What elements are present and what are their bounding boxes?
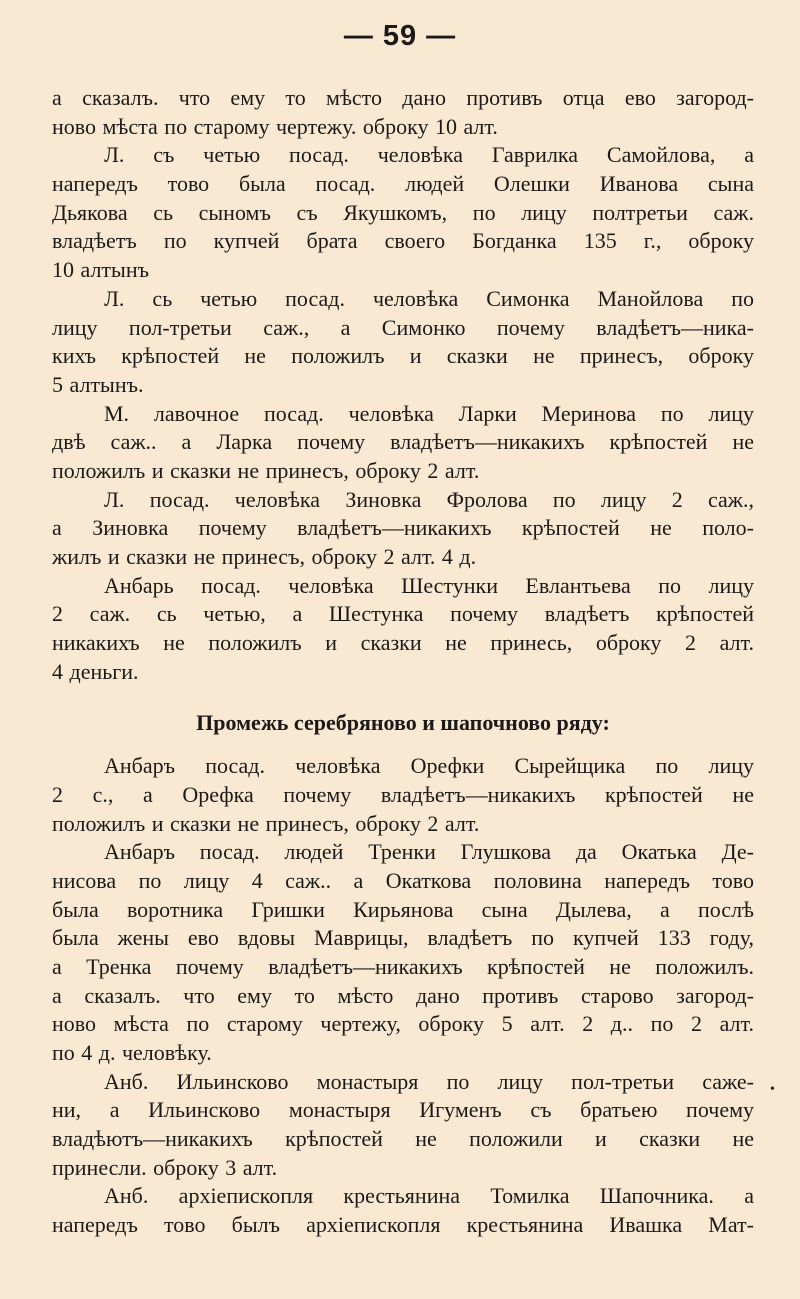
text-line: владѣютъ—никакихъ крѣпостей не положили и сказки не <box>52 1126 754 1152</box>
text-line: была жены ево вдовы Маврицы, владѣетъ по купчей 133 году, <box>52 925 754 951</box>
text-line: Л. съ четью посад. человѣка Гаврилка Самойлова, а <box>104 142 754 168</box>
text-line: нисова по лицу 4 саж.. а Окаткова половина напередъ тово <box>52 867 754 893</box>
paragraph <box>52 1182 754 1239</box>
paragraph <box>52 486 754 572</box>
text-line: Дьякова сь сыномъ съ Якушкомъ, по лицу полтретьи саж. <box>52 199 754 225</box>
text-line: Анб. архіепископля крестьянина Томилка Шапочника. а <box>104 1183 754 1209</box>
text-line: а сказалъ. что ему то мѣсто дано противъ старово загород- <box>52 982 754 1008</box>
text-line: а сказалъ. что ему то мѣсто дано противъ отца ево загород- <box>52 85 754 110</box>
text-line: напередъ тово былъ архіепископля крестьянина Ивашка Мат- <box>52 1212 754 1238</box>
paragraph <box>52 838 754 1068</box>
text-line: положилъ и сказки не принесъ, оброку 2 алт. <box>52 810 480 836</box>
text-line: никакихъ не положилъ и сказки не принесь, оброку 2 алт. <box>52 630 754 656</box>
text-line: принесли. оброку 3 алт. <box>52 1154 278 1180</box>
text-line: 5 алтынъ. <box>52 371 144 397</box>
text-line: 4 деньги. <box>52 658 139 684</box>
text-line: а Зиновка почему владѣетъ—никакихъ крѣпостей не поло- <box>52 515 754 541</box>
paragraph <box>52 400 754 486</box>
text-line: Л. посад. человѣка Зиновка Фролова по лицу 2 саж., <box>104 486 754 512</box>
text-line: Анб. Ильинсково монастыря по лицу пол-третьи саже- <box>104 1068 754 1094</box>
text-line: Анбаръ посад. человѣка Орефки Сырейщика по лицу <box>104 753 754 779</box>
text-line: 10 алтынъ <box>52 257 149 283</box>
margin-mark: • <box>770 1082 775 1097</box>
paragraph <box>52 572 754 687</box>
text-line: Анбаръ посад. людей Тренки Глушкова да Окатька Де- <box>104 839 754 865</box>
text-line: ново мѣста по старому чертежу, оброку 5 алт. 2 д.. по 2 алт. <box>52 1011 754 1037</box>
text-line: М. лавочное посад. человѣка Ларки Меринова по лицу <box>104 400 754 426</box>
text-line: напередъ тово была посад. людей Олешки Иванова сына <box>52 171 754 197</box>
text-line: положилъ и сказки не принесъ, оброку 2 алт. <box>52 457 480 483</box>
text-line: Л. сь четью посад. человѣка Симонка Манойлова по <box>104 285 754 311</box>
text-line: а Тренка почему владѣетъ—никакихъ крѣпостей не положилъ. <box>52 953 754 979</box>
text-line: 2 с., а Орефка почему владѣетъ—никакихъ крѣпостей не <box>52 781 754 807</box>
text-line: двѣ саж.. а Ларка почему владѣетъ—никакихъ крѣпостей не <box>52 429 754 455</box>
text-line: ни, а Ильинсково монастыря Игуменъ съ братьею почему <box>52 1097 754 1123</box>
text-line: жилъ и сказки не принесъ, оброку 2 алт. 4 д. <box>52 544 477 569</box>
page-number: — 59 — <box>343 20 457 52</box>
paragraph <box>52 285 754 400</box>
section-heading: Промежь серебряново и шапочново ряду: <box>196 710 610 736</box>
paragraph <box>52 752 754 838</box>
paragraph <box>52 1068 754 1183</box>
paragraph <box>52 84 754 141</box>
page-body <box>52 84 754 1240</box>
text-line: по 4 д. человѣку. <box>52 1040 212 1066</box>
paragraph <box>52 141 754 284</box>
text-line: владѣетъ по купчей брата своего Богданка 135 г., оброку <box>52 228 754 254</box>
text-line: кихъ крѣпостей не положилъ и сказки не принесъ, оброку <box>52 343 754 369</box>
text-line: лицу пол-третьи саж., а Симонко почему владѣетъ—ника- <box>52 314 754 340</box>
text-line: была воротника Гришки Кирьянова сына Дылева, а послѣ <box>52 896 754 922</box>
text-line: ново мѣста по старому чертежу. оброку 10 алт. <box>52 113 498 139</box>
text-line: Анбарь посад. человѣка Шестунки Евлантьева по лицу <box>104 572 754 598</box>
text-line: 2 саж. сь четью, а Шестунка почему владѣетъ крѣпостей <box>52 601 754 627</box>
